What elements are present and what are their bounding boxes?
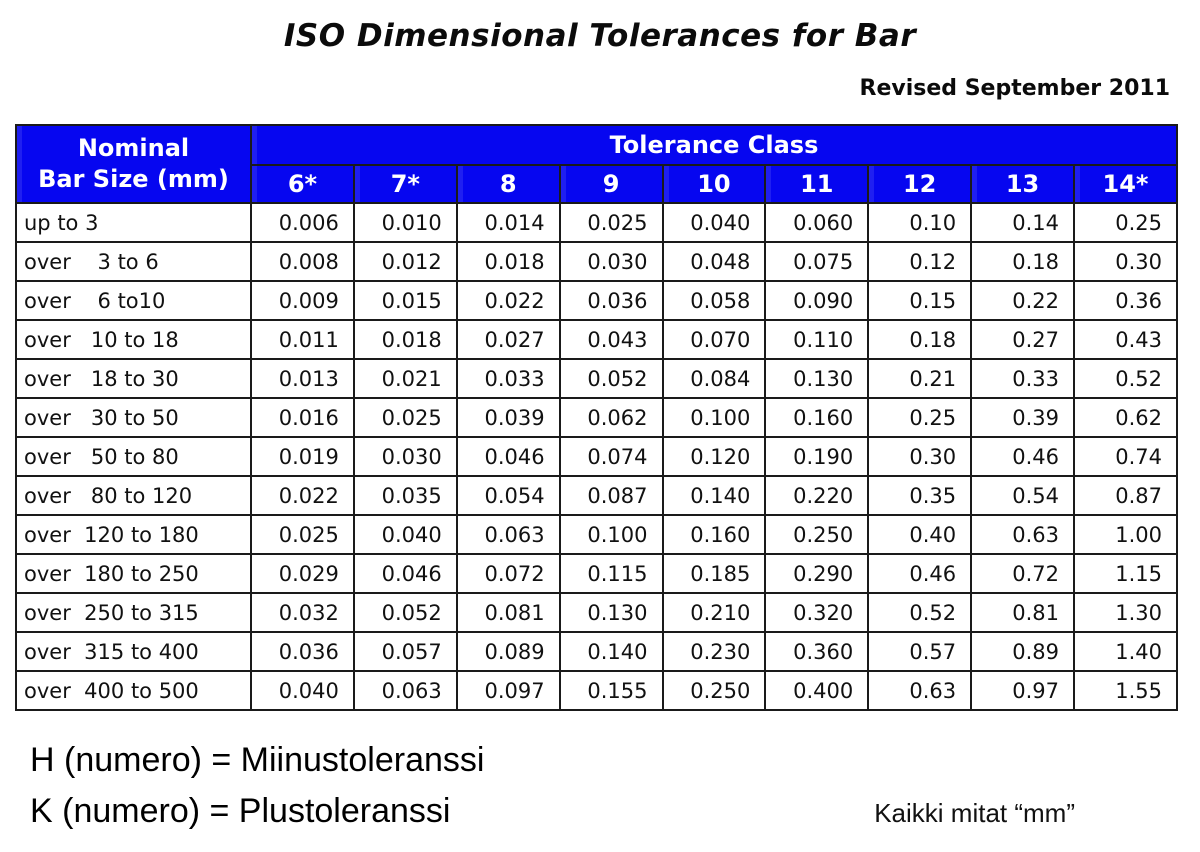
units-note: Kaikki mitat “mm” [874, 798, 1075, 828]
bar-size-label: over 400 to 500 [16, 671, 251, 710]
tolerance-value: 0.30 [868, 437, 971, 476]
tolerance-value: 0.160 [765, 398, 868, 437]
tolerance-value: 0.62 [1074, 398, 1177, 437]
tolerance-value: 0.035 [354, 476, 457, 515]
tolerance-value: 0.220 [765, 476, 868, 515]
tolerance-value: 0.022 [457, 281, 560, 320]
tolerance-value: 0.040 [354, 515, 457, 554]
tolerance-value: 0.63 [868, 671, 971, 710]
tolerance-value: 0.43 [1074, 320, 1177, 359]
tolerance-value: 0.25 [1074, 203, 1177, 242]
tolerance-value: 0.070 [663, 320, 766, 359]
bar-size-label: over 315 to 400 [16, 632, 251, 671]
tolerance-value: 1.40 [1074, 632, 1177, 671]
tolerance-value: 0.130 [560, 593, 663, 632]
tolerance-value: 0.036 [251, 632, 354, 671]
tolerance-value: 0.060 [765, 203, 868, 242]
tolerance-value: 0.100 [663, 398, 766, 437]
tolerance-value: 0.087 [560, 476, 663, 515]
tolerance-value: 0.030 [560, 242, 663, 281]
tolerance-value: 0.210 [663, 593, 766, 632]
tolerance-value: 0.97 [971, 671, 1074, 710]
tolerance-value: 0.230 [663, 632, 766, 671]
tolerance-value: 0.160 [663, 515, 766, 554]
tolerance-class-column-header: 11 [765, 165, 868, 203]
tolerance-value: 0.46 [868, 554, 971, 593]
tolerance-value: 0.290 [765, 554, 868, 593]
tolerance-value: 0.40 [868, 515, 971, 554]
bar-size-label: over 10 to 18 [16, 320, 251, 359]
tolerance-value: 0.140 [560, 632, 663, 671]
tolerance-value: 0.015 [354, 281, 457, 320]
tolerance-value: 0.090 [765, 281, 868, 320]
tolerance-value: 0.046 [457, 437, 560, 476]
tolerance-class-column-header: 6* [251, 165, 354, 203]
table-row [16, 632, 1177, 671]
tolerance-value: 0.35 [868, 476, 971, 515]
tolerance-value: 0.018 [457, 242, 560, 281]
tolerance-value: 0.097 [457, 671, 560, 710]
tolerance-class-column-header: 10 [663, 165, 766, 203]
tolerance-value: 0.54 [971, 476, 1074, 515]
tolerance-value: 0.074 [560, 437, 663, 476]
tolerance-value: 0.014 [457, 203, 560, 242]
nominal-bar-size-header-line1: Nominal [77, 134, 190, 162]
table-body [16, 203, 1177, 710]
table-row [16, 320, 1177, 359]
table-row [16, 281, 1177, 320]
tolerance-value: 0.72 [971, 554, 1074, 593]
tolerance-value: 1.30 [1074, 593, 1177, 632]
tolerance-value: 0.110 [765, 320, 868, 359]
tolerance-value: 0.025 [251, 515, 354, 554]
tolerance-value: 0.185 [663, 554, 766, 593]
tolerance-value: 0.016 [251, 398, 354, 437]
tolerance-table [15, 124, 1178, 711]
tolerance-value: 0.87 [1074, 476, 1177, 515]
table-row [16, 437, 1177, 476]
tolerance-value: 0.400 [765, 671, 868, 710]
tolerance-class-column-header: 12 [868, 165, 971, 203]
table-row [16, 593, 1177, 632]
tolerance-value: 0.075 [765, 242, 868, 281]
table-row [16, 203, 1177, 242]
tolerance-value: 0.006 [251, 203, 354, 242]
tolerance-class-column-header: 8 [457, 165, 560, 203]
tolerance-value: 0.22 [971, 281, 1074, 320]
tolerance-value: 0.57 [868, 632, 971, 671]
table-row [16, 476, 1177, 515]
tolerance-value: 0.029 [251, 554, 354, 593]
tolerance-value: 0.054 [457, 476, 560, 515]
table-row [16, 671, 1177, 710]
tolerance-value: 0.033 [457, 359, 560, 398]
tolerance-class-column-header: 14* [1074, 165, 1177, 203]
tolerance-value: 0.084 [663, 359, 766, 398]
table-row [16, 242, 1177, 281]
bar-size-label: over 80 to 120 [16, 476, 251, 515]
tolerance-value: 0.032 [251, 593, 354, 632]
tolerance-value: 0.030 [354, 437, 457, 476]
tolerance-value: 0.018 [354, 320, 457, 359]
table-row [16, 359, 1177, 398]
tolerance-value: 0.33 [971, 359, 1074, 398]
tolerance-value: 0.081 [457, 593, 560, 632]
tolerance-value: 1.55 [1074, 671, 1177, 710]
legend-line-h: H (numero) = Miinustoleranssi [30, 741, 485, 779]
tolerance-value: 0.012 [354, 242, 457, 281]
tolerance-value: 0.190 [765, 437, 868, 476]
tolerance-value: 0.048 [663, 242, 766, 281]
tolerance-value: 0.058 [663, 281, 766, 320]
tolerance-value: 0.043 [560, 320, 663, 359]
tolerance-value: 0.022 [251, 476, 354, 515]
bar-size-label: over 30 to 50 [16, 398, 251, 437]
tolerance-class-column-header: 13 [971, 165, 1074, 203]
tolerance-value: 0.046 [354, 554, 457, 593]
table-row [16, 554, 1177, 593]
tolerance-value: 0.013 [251, 359, 354, 398]
tolerance-class-header: Tolerance Class [251, 125, 1177, 165]
tolerance-value: 0.89 [971, 632, 1074, 671]
tolerance-value: 0.025 [560, 203, 663, 242]
tolerance-value: 0.063 [354, 671, 457, 710]
bar-size-label: over 18 to 30 [16, 359, 251, 398]
tolerance-value: 0.360 [765, 632, 868, 671]
table-row [16, 515, 1177, 554]
tolerance-value: 0.040 [663, 203, 766, 242]
tolerance-value: 0.155 [560, 671, 663, 710]
tolerance-value: 0.039 [457, 398, 560, 437]
tolerance-value: 0.089 [457, 632, 560, 671]
tolerance-value: 0.18 [971, 242, 1074, 281]
tolerance-value: 0.130 [765, 359, 868, 398]
bar-size-label: over 6 to10 [16, 281, 251, 320]
nominal-bar-size-header [16, 125, 251, 203]
tolerance-value: 0.052 [354, 593, 457, 632]
bar-size-label: up to 3 [16, 203, 251, 242]
tolerance-value: 0.320 [765, 593, 868, 632]
tolerance-value: 0.019 [251, 437, 354, 476]
tolerance-value: 0.10 [868, 203, 971, 242]
tolerance-value: 0.14 [971, 203, 1074, 242]
tolerance-value: 0.39 [971, 398, 1074, 437]
tolerance-value: 0.46 [971, 437, 1074, 476]
nominal-bar-size-header-line2: Bar Size (mm) [38, 165, 229, 193]
tolerance-value: 1.15 [1074, 554, 1177, 593]
tolerance-value: 1.00 [1074, 515, 1177, 554]
page-title: ISO Dimensional Tolerances for Bar [283, 18, 917, 54]
tolerance-value: 0.040 [251, 671, 354, 710]
tolerance-value: 0.25 [868, 398, 971, 437]
tolerance-value: 0.025 [354, 398, 457, 437]
tolerance-value: 0.74 [1074, 437, 1177, 476]
tolerance-value: 0.011 [251, 320, 354, 359]
revised-date: Revised September 2011 [859, 76, 1170, 101]
table-row [16, 398, 1177, 437]
tolerance-value: 0.81 [971, 593, 1074, 632]
tolerance-value: 0.072 [457, 554, 560, 593]
tolerance-value: 0.52 [1074, 359, 1177, 398]
tolerance-value: 0.063 [457, 515, 560, 554]
tolerance-value: 0.120 [663, 437, 766, 476]
bar-size-label: over 250 to 315 [16, 593, 251, 632]
tolerance-value: 0.36 [1074, 281, 1177, 320]
footer-row [30, 792, 1075, 831]
bar-size-label: over 3 to 6 [16, 242, 251, 281]
tolerance-value: 0.062 [560, 398, 663, 437]
tolerance-value: 0.140 [663, 476, 766, 515]
tolerance-value: 0.52 [868, 593, 971, 632]
group-header-row [16, 125, 1177, 165]
tolerance-value: 0.12 [868, 242, 971, 281]
tolerance-value: 0.27 [971, 320, 1074, 359]
tolerance-value: 0.036 [560, 281, 663, 320]
bar-size-label: over 120 to 180 [16, 515, 251, 554]
tolerance-value: 0.057 [354, 632, 457, 671]
tolerance-value: 0.21 [868, 359, 971, 398]
tolerance-value: 0.009 [251, 281, 354, 320]
legend-line-k: K (numero) = Plustoleranssi [30, 792, 451, 830]
tolerance-value: 0.63 [971, 515, 1074, 554]
tolerance-value: 0.15 [868, 281, 971, 320]
tolerance-value: 0.115 [560, 554, 663, 593]
tolerance-value: 0.100 [560, 515, 663, 554]
tolerance-value: 0.250 [765, 515, 868, 554]
bar-size-label: over 50 to 80 [16, 437, 251, 476]
tolerance-value: 0.18 [868, 320, 971, 359]
tolerance-value: 0.250 [663, 671, 766, 710]
tolerance-value: 0.010 [354, 203, 457, 242]
tolerance-value: 0.052 [560, 359, 663, 398]
tolerance-class-column-header: 7* [354, 165, 457, 203]
tolerance-value: 0.008 [251, 242, 354, 281]
tolerance-value: 0.30 [1074, 242, 1177, 281]
tolerance-value: 0.021 [354, 359, 457, 398]
tolerance-value: 0.027 [457, 320, 560, 359]
tolerance-class-column-header: 9 [560, 165, 663, 203]
bar-size-label: over 180 to 250 [16, 554, 251, 593]
